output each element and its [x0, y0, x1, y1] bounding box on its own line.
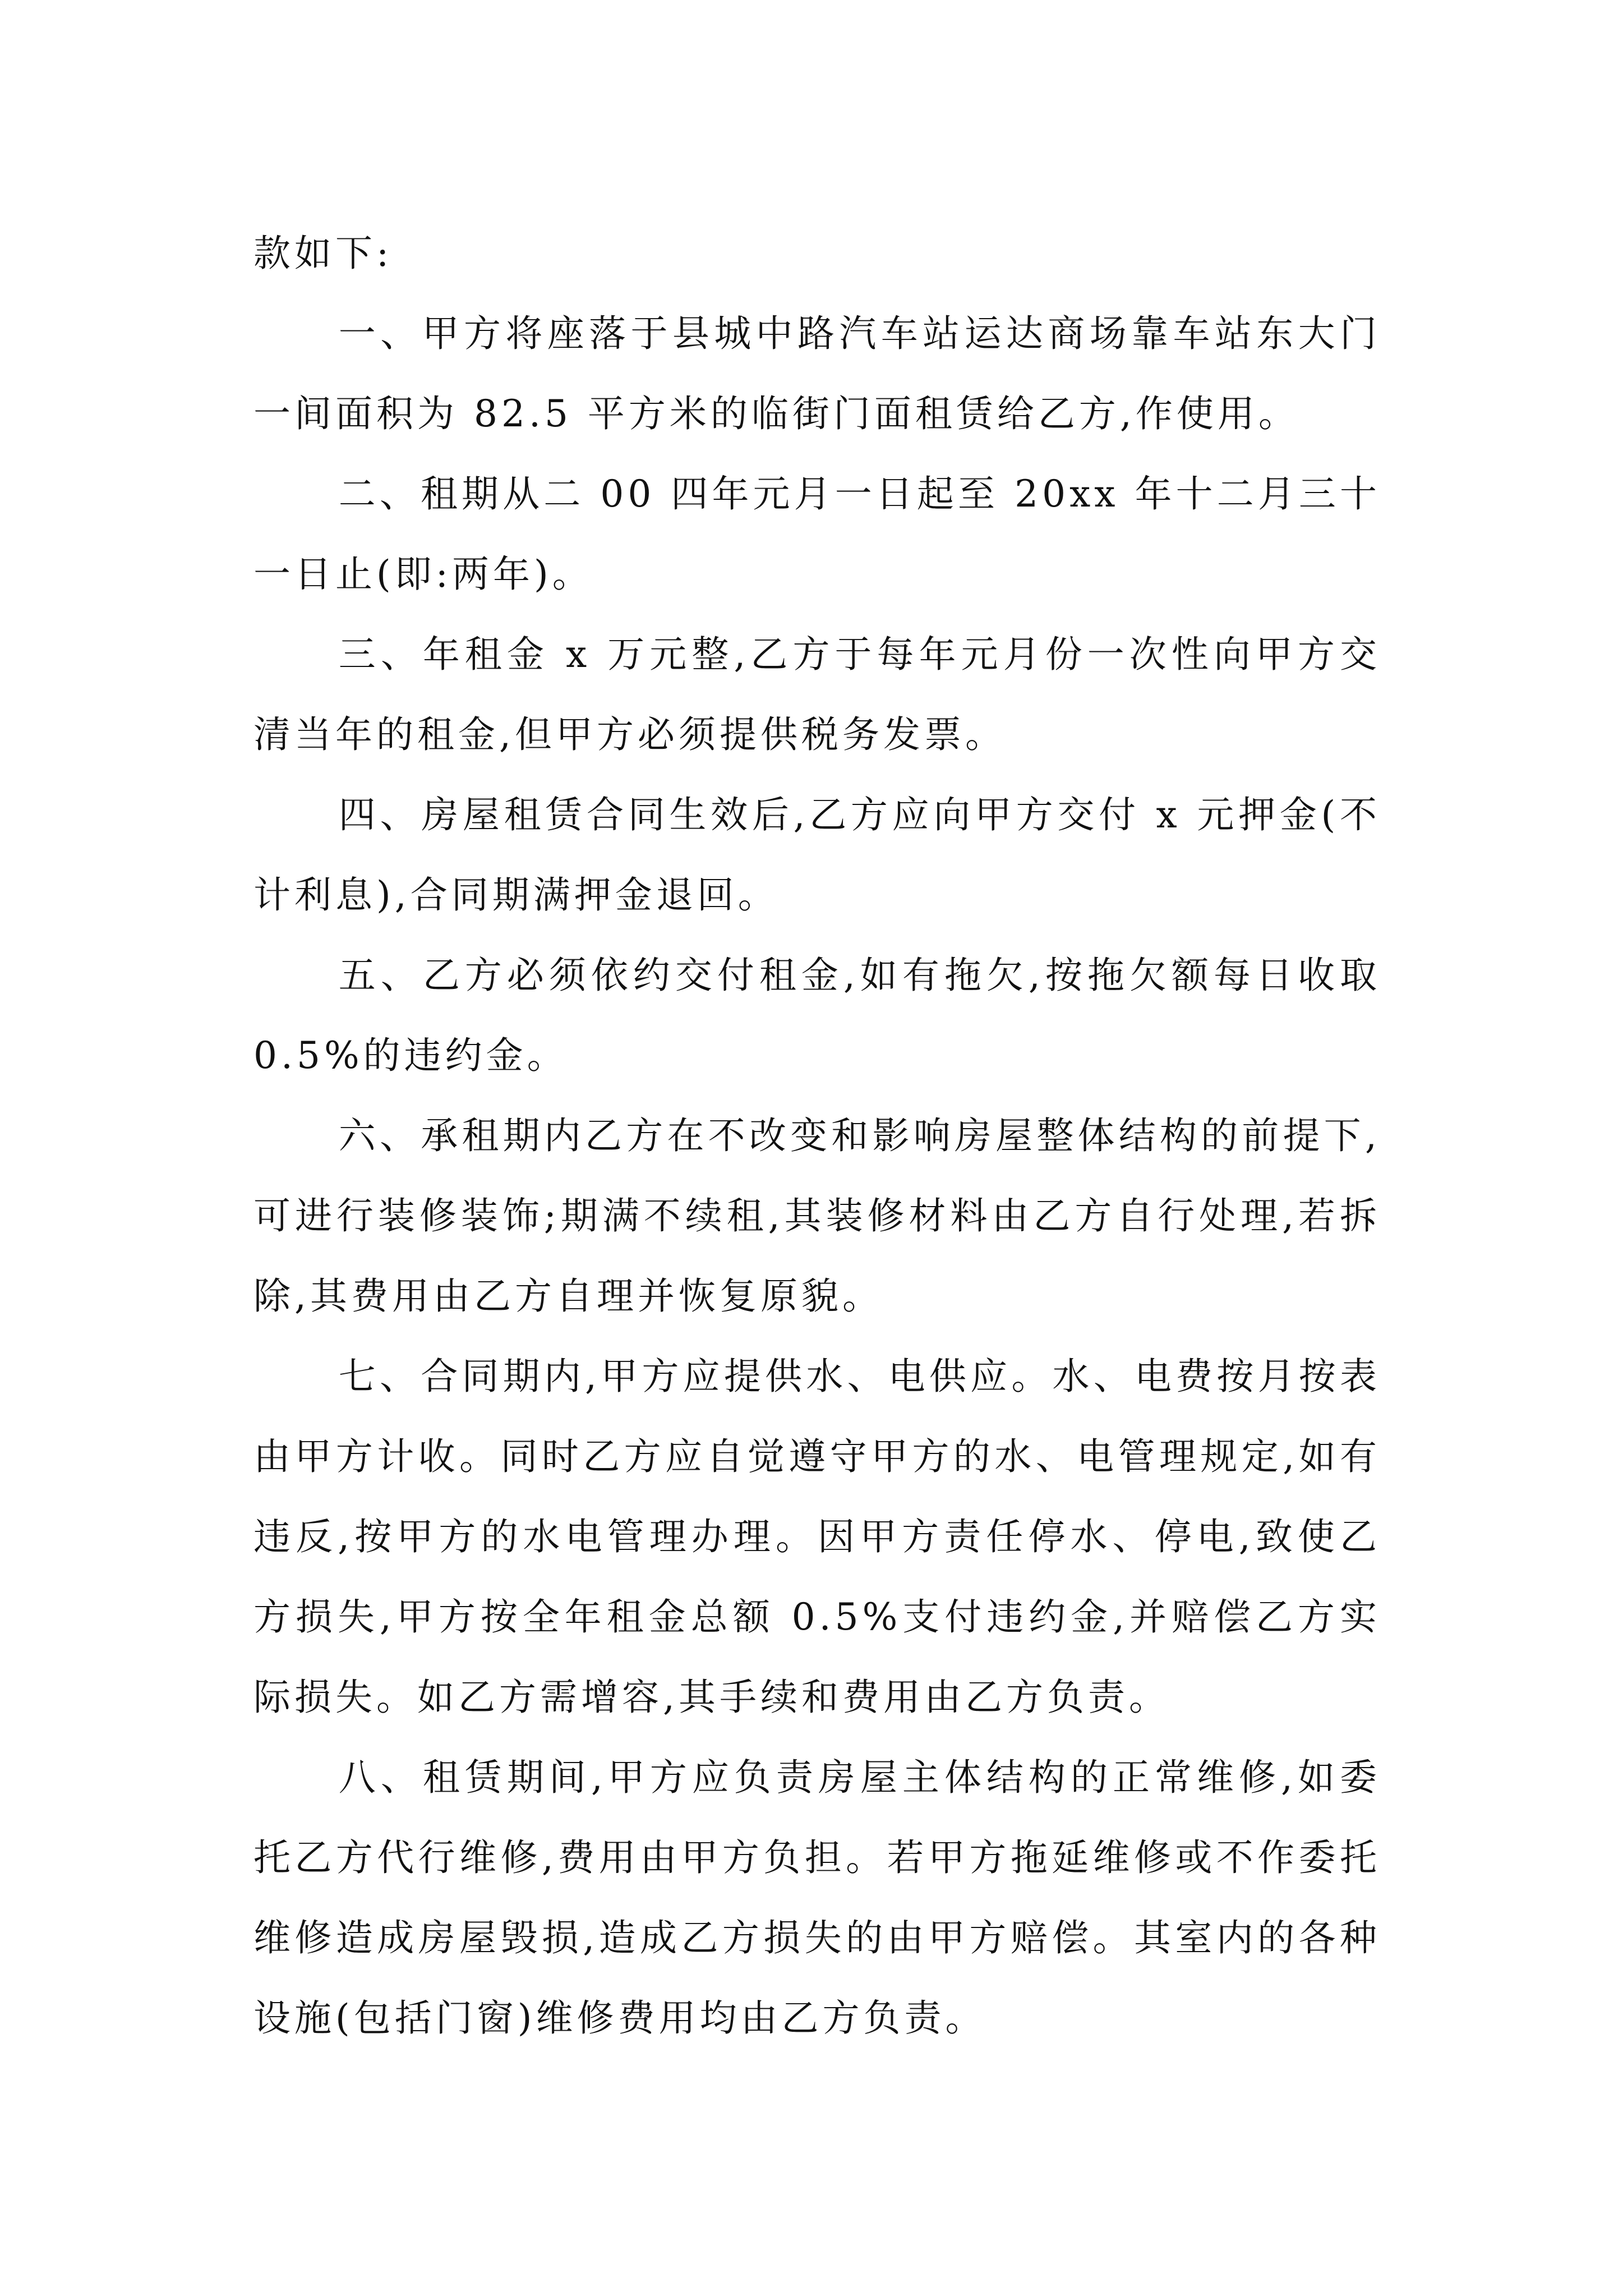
document-body: [253, 213, 1381, 2058]
clause-8: 八、租赁期间,甲方应负责房屋主体结构的正常维修,如委托乙方代行维修,费用由甲方负担。若甲方拖延维修或不作委托维修造成房屋毁损,造成乙方损失的由甲方赔偿。其室内的各种设施(包括门窗)维修费用均由乙方负责。: [253, 1756, 1381, 2040]
clause-5: 五、乙方必须依约交付租金,如有拖欠,按拖欠额每日收取 0.5%的违约金。: [253, 954, 1381, 1077]
clause-4: 四、房屋租赁合同生效后,乙方应向甲方交付 x 元押金(不计利息),合同期满押金退回。: [253, 793, 1381, 917]
clause-7: 七、合同期内,甲方应提供水、电供应。水、电费按月按表由甲方计收。同时乙方应自觉遵守甲方的水、电管理规定,如有违反,按甲方的水电管理办理。因甲方责任停水、停电,致使乙方损失,甲方按全年租金总额 0.5%支付违约金,并赔偿乙方实际损失。如乙方需增容,其手续和费用由乙方负责。: [253, 1355, 1381, 1719]
paragraph-intro: 款如下:: [253, 232, 393, 275]
clause-1: 一、甲方将座落于县城中路汽车站运达商场靠车站东大门一间面积为 82.5 平方米的临街门面租赁给乙方,作使用。: [253, 312, 1381, 435]
clause-6: 六、承租期内乙方在不改变和影响房屋整体结构的前提下,可进行装修装饰;期满不续租,其装修材料由乙方自行处理,若拆除,其费用由乙方自理并恢复原貌。: [253, 1114, 1381, 1318]
clause-3: 三、年租金 x 万元整,乙方于每年元月份一次性向甲方交清当年的租金,但甲方必须提供税务发票。: [253, 633, 1381, 756]
clause-2: 二、租期从二 00 四年元月一日起至 20xx 年十二月三十一日止(即:两年)。: [253, 472, 1381, 596]
